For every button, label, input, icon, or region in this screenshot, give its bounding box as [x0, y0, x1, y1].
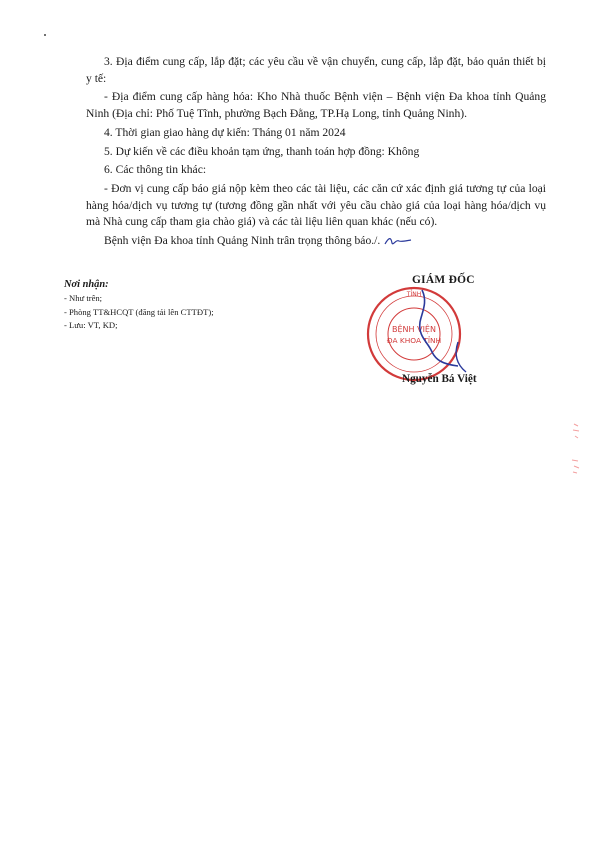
paragraph-delivery-address: - Địa điểm cung cấp hàng hóa: Kho Nhà thuốc Bệnh viện – Bệnh viện Đa khoa tỉnh Quảng Ninh (Địa chỉ: Phố Tuệ Tĩnh, phường Bạch Đằng, TP.Hạ Long, tỉnh Quảng Ninh). — [86, 90, 546, 120]
signature-block — [358, 274, 508, 394]
seal-line-1: BỆNH VIỆN — [392, 325, 436, 334]
recipient-item: - Lưu: VT, KD; — [64, 320, 118, 331]
closing-text: Bệnh viện Đa khoa tỉnh Quảng Ninh trân trọng thông báo./. — [104, 234, 381, 248]
paragraph-payment-terms: 5. Dự kiến về các điều khoản tạm ứng, thanh toán hợp đồng: Không — [104, 144, 420, 158]
adjacent-page-seal-edge — [568, 420, 588, 520]
paragraph-delivery-location-heading: 3. Địa điểm cung cấp, lắp đặt; các yêu cầu về vận chuyển, cung cấp, lắp đặt, bảo quản thiết bị y tế: — [86, 55, 546, 85]
recipients-heading: Nơi nhận: — [64, 279, 109, 290]
hospital-seal — [362, 282, 482, 382]
scan-dot — [44, 34, 46, 36]
paragraph-other-info: - Đơn vị cung cấp báo giá nộp kèm theo các tài liệu, các căn cứ xác định giá tương tự của loại hàng hóa/dịch vụ tương tự (tương đồng gần nhất với yêu cầu chào giá của loại hàng hóa/dịch vụ mà Nhà cung cấp tham gia chào giá) và các tài liệu liên quan khác (nếu có). — [86, 182, 546, 229]
recipient-item: - Phòng TT&HCQT (đăng tải lên CTTĐT); — [64, 306, 214, 317]
seal-line-2: ĐA KHOA TỈNH — [386, 336, 442, 345]
paragraph-delivery-time: 4. Thời gian giao hàng dự kiến: Tháng 01 năm 2024 — [104, 125, 346, 139]
recipient-item: - Như trên; — [64, 293, 103, 304]
recipients-block — [64, 278, 294, 333]
initial-signature-icon — [383, 235, 413, 247]
paragraph-closing — [86, 233, 546, 250]
seal-top-text: TỈNH — [406, 291, 422, 298]
director-name: Nguyễn Bá Việt — [402, 373, 477, 385]
paragraph-other-info-heading: 6. Các thông tin khác: — [104, 163, 207, 177]
director-title: GIÁM ĐỐC — [412, 274, 475, 286]
document-body — [86, 54, 546, 252]
